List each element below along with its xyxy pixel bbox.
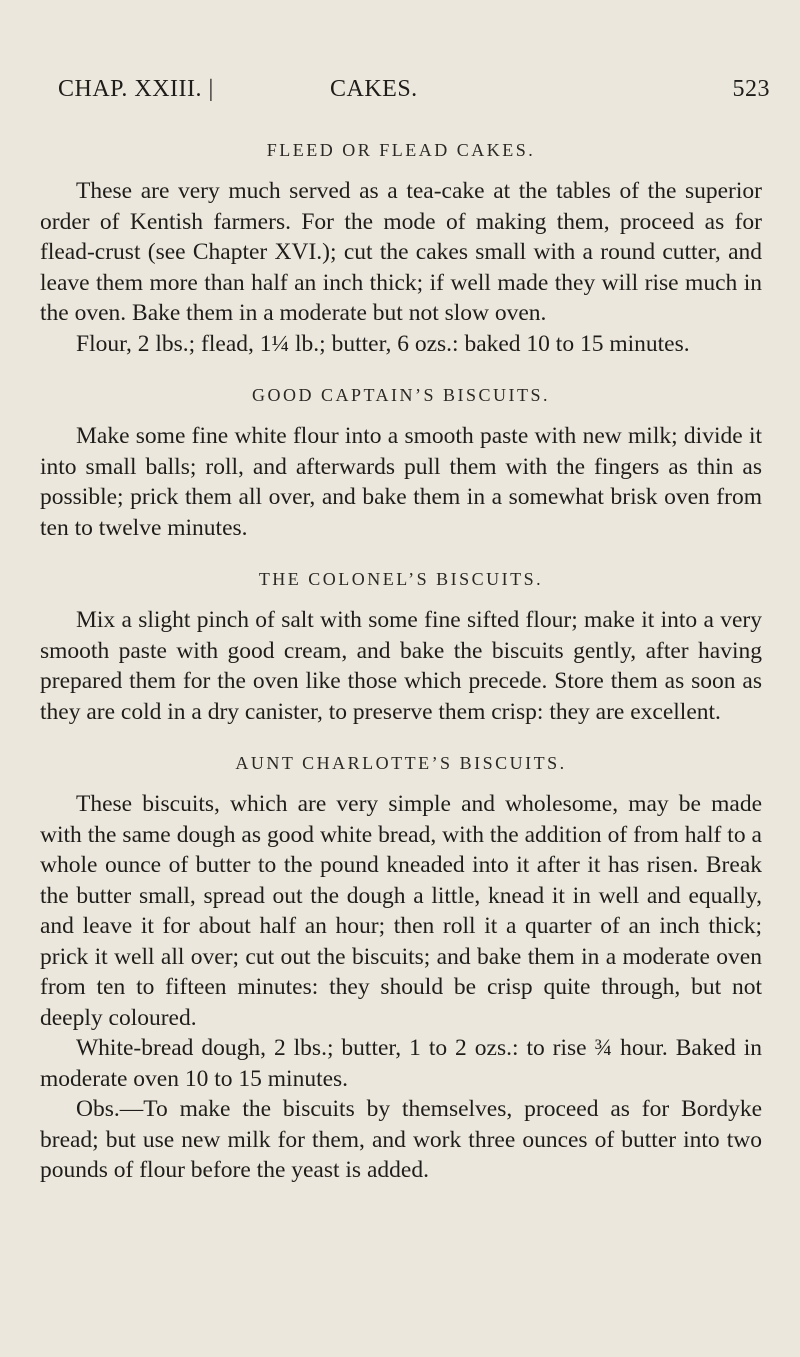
page-body xyxy=(40,128,762,1186)
chapter-heading: CHAP. XXIII. | xyxy=(58,76,214,102)
recipe-title-aunt-charlottes-biscuits: AUNT CHARLOTTE’S BISCUITS. xyxy=(235,753,567,773)
recipe-quantities: Flour, 2 lbs.; flead, 1¼ lb.; butter, 6 ozs.: baked 10 to 15 minutes. xyxy=(76,330,690,357)
recipe-text: Mix a slight pinch of salt with some fine sifted flour; make it into a very smooth paste with good cream, and bake the biscuits gently, after having prepared them for the oven like those which precede. Store them as soon as they are cold in a dry canister, to preserve them crisp: they are excellent. xyxy=(40,607,762,725)
recipe-title-fleed-cakes: FLEED OR FLEAD CAKES. xyxy=(266,140,536,160)
section-heading: CAKES. xyxy=(330,76,418,102)
recipe-text: These biscuits, which are very simple and wholesome, may be made with the same dough as good white bread, with the addition of from half to a whole ounce of butter to the pound kneaded into it after it has risen. Break the butter small, spread out the dough a little, knead it in well and equally, and leave it for about half an hour; then roll it a quarter of an inch thick; prick it well all over; cut out the biscuits; and bake them in a moderate oven from ten to fifteen minutes: they should be crisp quite through, but not deeply coloured. xyxy=(40,791,762,1031)
recipe-text: These are very much served as a tea-cake at the tables of the superior order of Kentish farmers. For the mode of making them, proceed as for flead-crust (see Chapter XVI.); cut the cakes small with a round cutter, and leave them more than half an inch thick; if well made they will rise much in the oven. Bake them in a moderate but not slow oven. xyxy=(40,178,762,326)
page-number: 523 xyxy=(732,76,770,102)
recipe-quantities: White-bread dough, 2 lbs.; butter, 1 to 2 ozs.: to rise ¾ hour. Baked in moderate oven 10 to 15 minutes. xyxy=(40,1035,762,1092)
recipe-text: Make some fine white flour into a smooth paste with new milk; divide it into small balls; roll, and afterwards pull them with the fingers as thin as possible; prick them all over, and bake them in a somewhat brisk oven from ten to twelve minutes. xyxy=(40,423,762,541)
recipe-title-captains-biscuits: GOOD CAPTAIN’S BISCUITS. xyxy=(251,385,551,405)
recipe-observation: Obs.—To make the biscuits by themselves, proceed as for Bordyke bread; but use new milk for them, and work three ounces of butter into two pounds of flour before the yeast is added. xyxy=(40,1096,762,1183)
recipe-title-colonels-biscuits: THE COLONEL’S BISCUITS. xyxy=(258,569,544,589)
